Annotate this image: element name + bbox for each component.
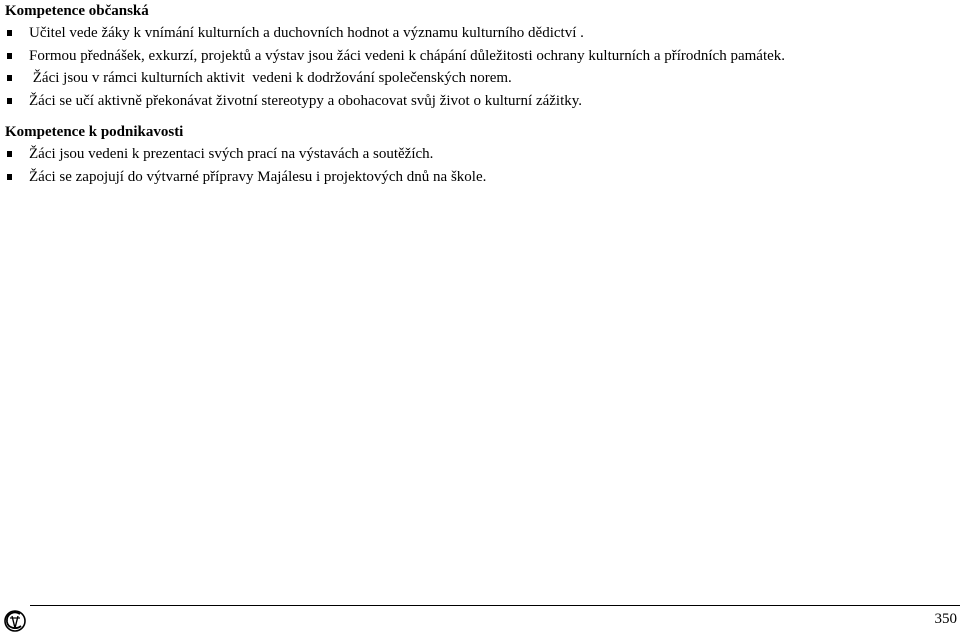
page-number: 350 bbox=[934, 611, 957, 627]
list-item bbox=[5, 90, 955, 113]
list-item-text: Formou přednášek, exkurzí, projektů a výstav jsou žáci vedeni k chápání důležitosti ochrany kulturních a přírodních památek. bbox=[29, 47, 786, 64]
list-item bbox=[5, 22, 955, 45]
square-bullet-icon bbox=[7, 174, 12, 180]
list-item-text: Žáci se zapojují do výtvarné přípravy Majálesu i projektových dnů na škole. bbox=[29, 168, 487, 185]
section-title: Kompetence občanská bbox=[5, 3, 149, 19]
list-item bbox=[5, 166, 955, 189]
section-entrepreneurship-competence bbox=[5, 121, 955, 188]
square-bullet-icon bbox=[7, 75, 12, 81]
list-item bbox=[5, 67, 955, 90]
square-bullet-icon bbox=[7, 151, 12, 157]
bullet-list bbox=[5, 22, 955, 112]
list-item bbox=[5, 143, 955, 166]
square-bullet-icon bbox=[7, 53, 12, 59]
list-item-text: Žáci jsou v rámci kulturních aktivit vedeni k dodržování společenských norem. bbox=[29, 70, 512, 86]
square-bullet-icon bbox=[7, 98, 12, 104]
bullet-list bbox=[5, 143, 955, 188]
section-title: Kompetence k podnikavosti bbox=[5, 124, 184, 140]
square-bullet-icon bbox=[7, 30, 12, 36]
section-civic-competence bbox=[5, 0, 955, 112]
school-logo-icon bbox=[2, 606, 30, 634]
list-item-text: Žáci se učí aktivně překonávat životní stereotypy a obohacovat svůj život o kulturní zážitky. bbox=[29, 92, 583, 109]
list-item bbox=[5, 45, 955, 68]
footer-divider bbox=[30, 605, 960, 606]
list-item-text: Žáci jsou vedeni k prezentaci svých prací na výstavách a soutěžích. bbox=[29, 146, 434, 162]
list-item-text: Učitel vede žáky k vnímání kulturních a duchovních hodnot a významu kulturního dědictví . bbox=[29, 25, 584, 41]
